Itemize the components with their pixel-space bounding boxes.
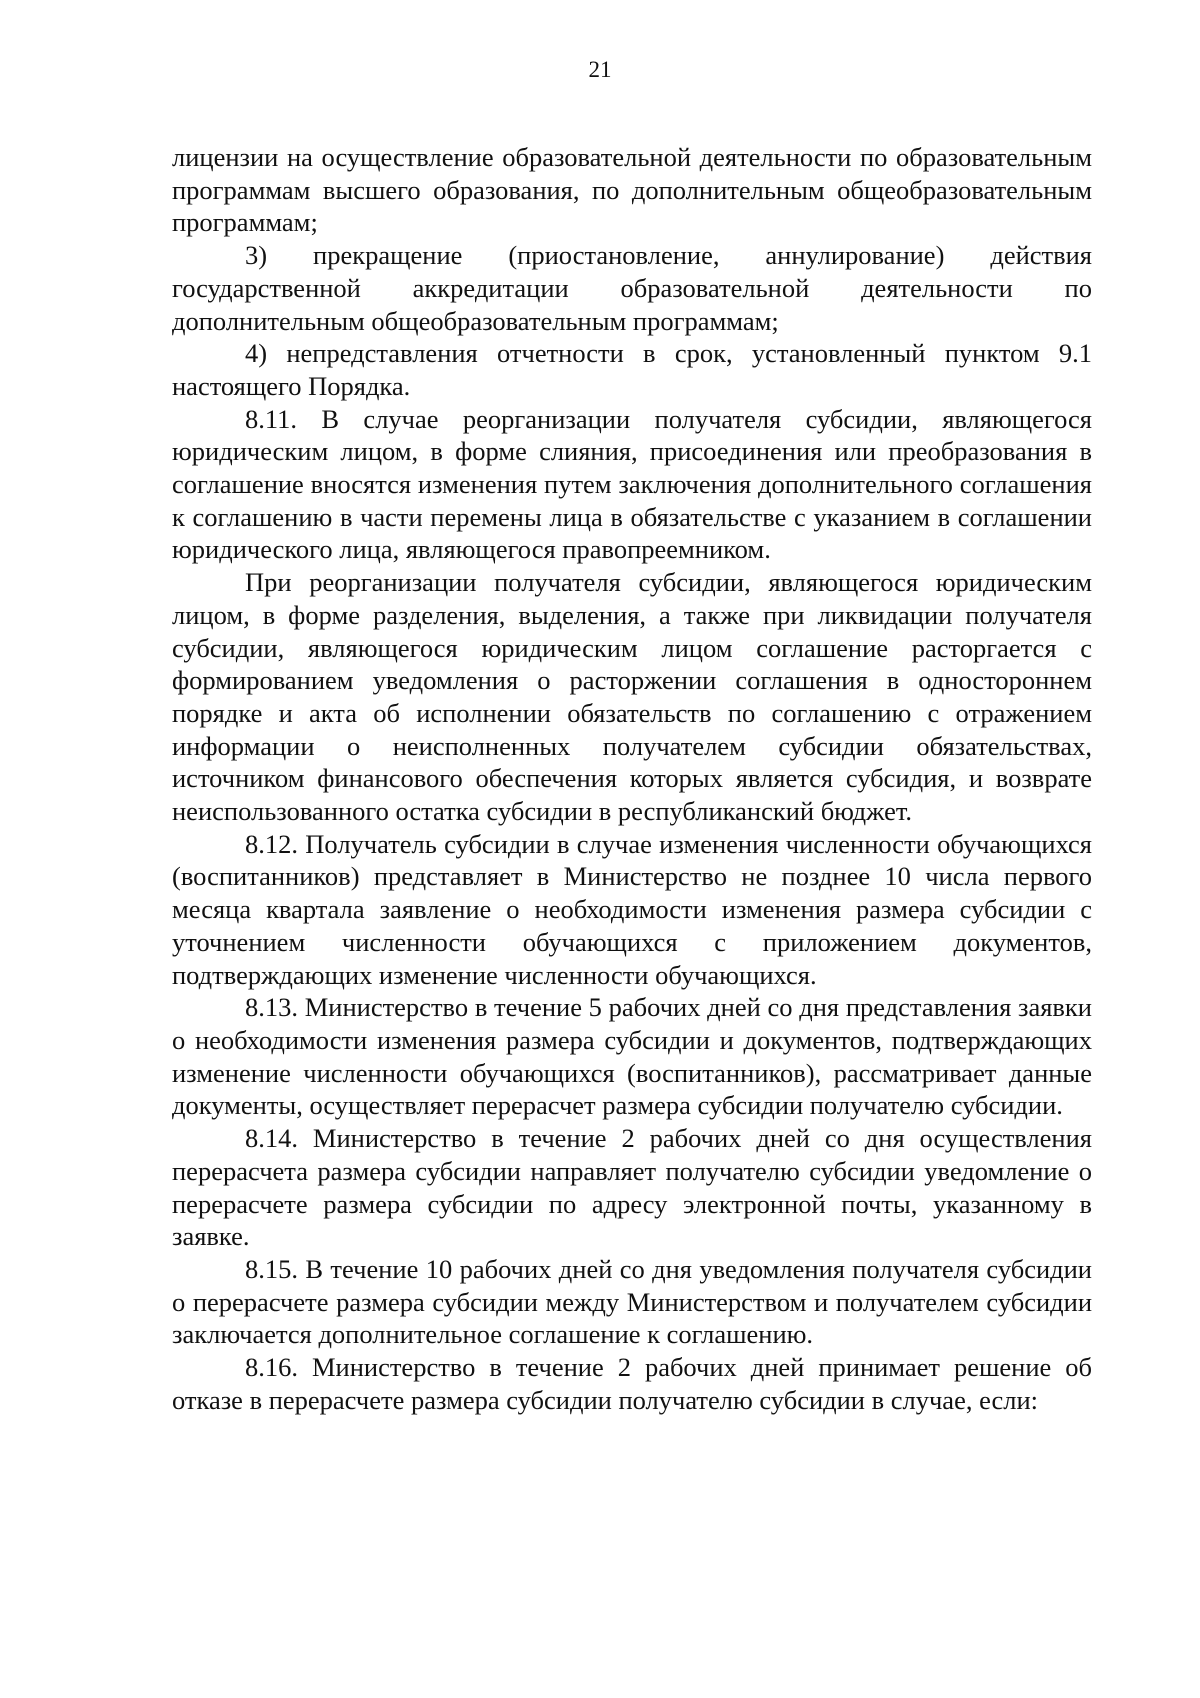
document-body <box>172 141 1092 1416</box>
paragraph-8-11-reorganization: При реорганизации получателя субсидии, являющегося юридическим лицом, в форме разделения, выделения, а также при ликвидации получателя субсидии, являющегося юридическим лицом соглашение расторгается с формированием уведомления о расторжении соглашения в одностороннем порядке и акта об исполнении обязательств по соглашению с отражением информации о неисполненных получателем субсидии обязательствах, источником финансового обеспечения которых является субсидия, и возврате неиспользованного остатка субсидии в республиканский бюджет. <box>172 567 1092 827</box>
page-number: 21 <box>588 57 612 82</box>
paragraph-item-4: 4) непредставления отчетности в срок, установленный пунктом 9.1 настоящего Порядка. <box>172 338 1092 401</box>
paragraph-8-11: 8.11. В случае реорганизации получателя субсидии, являющегося юридическим лицом, в форме слияния, присоединения или преобразования в соглашение вносятся изменения путем заключения дополнительного соглашения к соглашению в части перемены лица в обязательстве с указанием в соглашении юридического лица, являющегося правопреемником. <box>172 403 1092 565</box>
paragraph-item-3: 3) прекращение (приостановление, аннулирование) действия государственной аккредитации образовательной деятельности по дополнительным общеобразовательным программам; <box>172 240 1092 336</box>
paragraph-8-14: 8.14. Министерство в течение 2 рабочих дней со дня осуществления перерасчета размера субсидии направляет получателю субсидии уведомление о перерасчете размера субсидии по адресу электронной почты, указанному в заявке. <box>172 1123 1092 1252</box>
paragraph-8-12: 8.12. Получатель субсидии в случае изменения численности обучающихся (воспитанников) представляет в Министерство не позднее 10 числа первого месяца квартала заявление о необходимости изменения размера субсидии с уточнением численности обучающихся с приложением документов, подтверждающих изменение численности обучающихся. <box>172 828 1092 990</box>
paragraph-license-continuation: лицензии на осуществление образовательной деятельности по образовательным программам высшего образования, по дополнительным общеобразовательным программам; <box>172 142 1092 238</box>
paragraph-8-16: 8.16. Министерство в течение 2 рабочих дней принимает решение об отказе в перерасчете размера субсидии получателю субсидии в случае, если: <box>172 1352 1092 1415</box>
paragraph-8-13: 8.13. Министерство в течение 5 рабочих дней со дня представления заявки о необходимости изменения размера субсидии и документов, подтверждающих изменение численности обучающихся (воспитанников), рассматривает данные документы, осуществляет перерасчет размера субсидии получателю субсидии. <box>172 992 1092 1121</box>
paragraph-8-15: 8.15. В течение 10 рабочих дней со дня уведомления получателя субсидии о перерасчете размера субсидии между Министерством и получателем субсидии заключается дополнительное соглашение к соглашению. <box>172 1253 1092 1350</box>
